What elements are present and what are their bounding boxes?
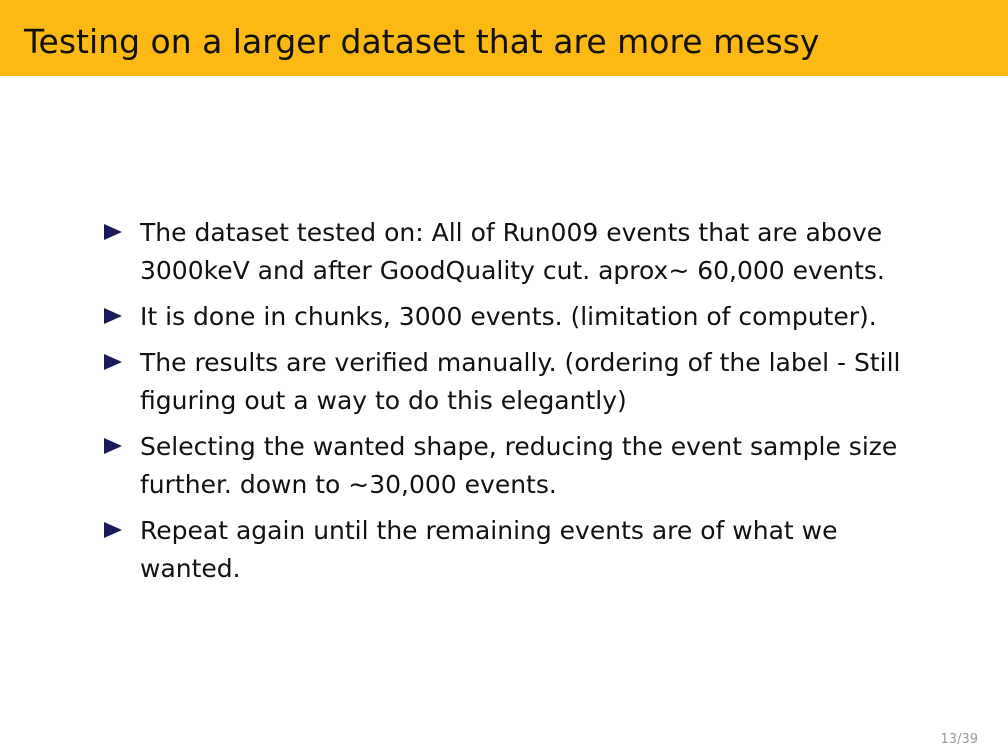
title-bar [0,0,1008,76]
bullet-item [104,298,934,336]
triangle-bullet-icon [104,308,122,324]
bullet-text: Repeat again until the remaining events are of what we wanted. [140,516,838,583]
bullet-text: The results are verified manually. (ordering of the label - Still figuring out a way to do this elegantly) [140,348,901,415]
triangle-bullet-icon [104,354,122,370]
slide-title: Testing on a larger dataset that are more messy [24,22,820,61]
triangle-bullet-icon [104,522,122,538]
bullet-text: It is done in chunks, 3000 events. (limitation of computer). [140,302,877,331]
triangle-bullet-icon [104,224,122,240]
bullet-item [104,214,934,290]
bullet-text: The dataset tested on: All of Run009 events that are above 3000keV and after GoodQuality cut. aprox∼ 60,000 events. [140,218,885,285]
bullet-item [104,512,934,588]
bullet-item [104,344,934,420]
bullet-item [104,428,934,504]
bullet-text: Selecting the wanted shape, reducing the event sample size further. down to ∼30,000 events. [140,432,898,499]
bullet-list [104,214,934,596]
page-number: 13/39 [940,732,978,747]
triangle-bullet-icon [104,438,122,454]
